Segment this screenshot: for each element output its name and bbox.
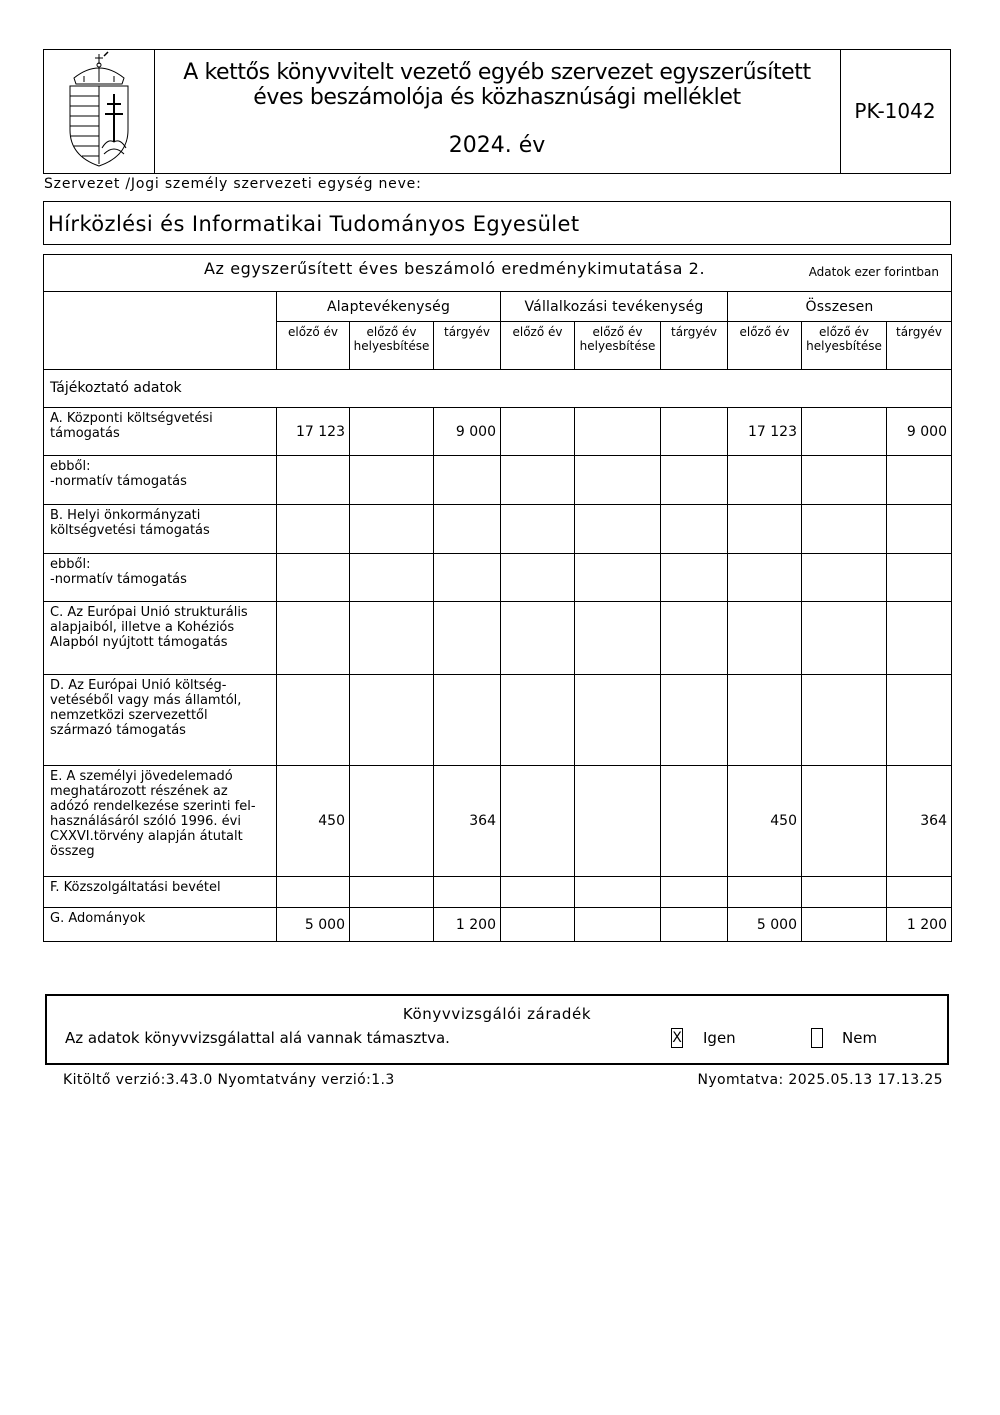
unit-note: Adatok ezer forintban (808, 265, 939, 279)
table-row (44, 602, 952, 675)
value-cell: 9 000 (887, 408, 952, 456)
value-cell (501, 877, 575, 908)
value-cell (728, 675, 802, 766)
coat-of-arms-icon (44, 50, 154, 173)
value-cell (728, 505, 802, 554)
table-row (44, 408, 952, 456)
value-cell (802, 554, 887, 602)
row-label (44, 456, 277, 505)
table-row (44, 505, 952, 554)
value-cell (575, 602, 661, 675)
value-cell: 364 (434, 766, 501, 877)
value-cell (575, 554, 661, 602)
table-row (44, 675, 952, 766)
value-cell (575, 505, 661, 554)
value-cell (802, 908, 887, 942)
income-statement-table (43, 254, 952, 942)
subheader-correction (575, 322, 661, 370)
value-cell: 9 000 (434, 408, 501, 456)
value-cell (277, 877, 350, 908)
group-header-total: Összesen (728, 292, 952, 322)
value-cell (350, 408, 434, 456)
value-cell (887, 554, 952, 602)
value-cell (434, 505, 501, 554)
value-cell (728, 877, 802, 908)
form-title-block (154, 50, 841, 173)
value-cell (661, 908, 728, 942)
value-cell (575, 766, 661, 877)
subheader-correction-line-2: helyesbítése (579, 339, 656, 353)
row-label (44, 877, 277, 908)
table-row (44, 554, 952, 602)
subheader-correction-line-1: előző év (819, 325, 869, 339)
value-cell (434, 675, 501, 766)
auditor-clause-text: Az adatok könyvvizsgálattal alá vannak támasztva. (65, 1029, 450, 1047)
value-cell (277, 675, 350, 766)
section-header: Tájékoztató adatok (44, 370, 952, 408)
value-cell: 17 123 (277, 408, 350, 456)
value-cell (501, 505, 575, 554)
value-cell (575, 877, 661, 908)
subheader-correction (802, 322, 887, 370)
value-cell (350, 766, 434, 877)
row-label (44, 408, 277, 456)
row-label-line: vetéséből vagy más államtól, (50, 693, 242, 708)
value-cell (277, 554, 350, 602)
subheader-previous-year: előző év (501, 322, 575, 370)
value-cell (350, 554, 434, 602)
value-cell (501, 908, 575, 942)
value-cell: 5 000 (728, 908, 802, 942)
row-label (44, 908, 277, 942)
value-cell (802, 675, 887, 766)
row-label-line: C. Az Európai Unió strukturális (50, 605, 248, 620)
value-cell: 1 200 (434, 908, 501, 942)
value-cell: 1 200 (887, 908, 952, 942)
value-cell (575, 908, 661, 942)
value-cell (887, 877, 952, 908)
value-cell: 5 000 (277, 908, 350, 942)
value-cell (350, 456, 434, 505)
print-timestamp: Nyomtatva: 2025.05.13 17.13.25 (697, 1072, 943, 1088)
value-cell (350, 877, 434, 908)
table-row (44, 766, 952, 877)
value-cell (434, 602, 501, 675)
row-label-line: meghatározott részének az (50, 784, 228, 799)
row-label-line: nemzetközi szervezettől (50, 708, 208, 723)
org-name-field: Hírközlési és Informatikai Tudományos Egyesület (43, 201, 951, 245)
row-label (44, 766, 277, 877)
yes-label: Igen (703, 1029, 736, 1047)
auditor-clause-box (45, 994, 949, 1065)
value-cell (661, 456, 728, 505)
subheader-correction-line-1: előző év (592, 325, 643, 339)
value-cell (434, 554, 501, 602)
table-row (44, 908, 952, 942)
filler-version: Kitöltő verzió:3.43.0 Nyomtatvány verzió:1.3 (63, 1072, 395, 1088)
value-cell (350, 505, 434, 554)
row-label-line: D. Az Európai Unió költség- (50, 678, 227, 693)
form-year: 2024. év (448, 133, 546, 158)
row-label-line: ebből: (50, 557, 91, 572)
no-checkbox[interactable] (811, 1028, 823, 1048)
value-cell: 450 (728, 766, 802, 877)
value-cell (575, 456, 661, 505)
row-label-line: E. A személyi jövedelemadó (50, 769, 233, 784)
subheader-current-year: tárgyév (887, 322, 952, 370)
row-label-line: ebből: (50, 459, 91, 474)
row-label-line: A. Központi költségvetési (50, 411, 213, 426)
row-label-line: támogatás (50, 426, 120, 441)
row-label-line: F. Közszolgáltatási bevétel (50, 880, 221, 895)
value-cell (575, 675, 661, 766)
value-cell (501, 675, 575, 766)
table-row (44, 877, 952, 908)
form-header (43, 49, 951, 174)
subheader-current-year: tárgyév (661, 322, 728, 370)
value-cell (661, 505, 728, 554)
value-cell (661, 877, 728, 908)
value-cell (277, 505, 350, 554)
row-label (44, 602, 277, 675)
yes-checkbox[interactable]: X (672, 1030, 682, 1046)
subheader-current-year: tárgyév (434, 322, 501, 370)
value-cell (802, 602, 887, 675)
row-label-line: B. Helyi önkormányzati (50, 508, 201, 523)
value-cell (350, 602, 434, 675)
value-cell (277, 602, 350, 675)
value-cell (661, 675, 728, 766)
row-label-line: -normatív támogatás (50, 474, 187, 489)
value-cell (501, 456, 575, 505)
row-label-line: összeg (50, 844, 95, 859)
form-code: PK-1042 (854, 99, 936, 123)
row-label (44, 675, 277, 766)
value-cell (887, 675, 952, 766)
table-title: Az egyszerűsített éves beszámoló eredménykimutatása 2. (204, 259, 706, 278)
row-label-line: -normatív támogatás (50, 572, 187, 587)
row-label-line: költségvetési támogatás (50, 523, 210, 538)
row-label-line: Alapból nyújtott támogatás (50, 635, 228, 650)
value-cell (728, 602, 802, 675)
subheader-correction-line-1: előző év (366, 325, 417, 339)
value-cell (728, 554, 802, 602)
table-row (44, 456, 952, 505)
row-label-line: használásáról szóló 1996. évi (50, 814, 241, 829)
value-cell (350, 675, 434, 766)
value-cell (501, 554, 575, 602)
row-label (44, 554, 277, 602)
coat-of-arms-logo (44, 50, 155, 173)
value-cell (661, 408, 728, 456)
value-cell (661, 602, 728, 675)
subheader-correction-line-2: helyesbítése (806, 339, 882, 353)
row-label-line: származó támogatás (50, 723, 186, 738)
value-cell (802, 408, 887, 456)
value-cell (802, 456, 887, 505)
value-cell (802, 505, 887, 554)
value-cell (887, 456, 952, 505)
value-cell (434, 877, 501, 908)
row-label (44, 505, 277, 554)
subheader-previous-year: előző év (277, 322, 350, 370)
value-cell (501, 408, 575, 456)
value-cell (661, 766, 728, 877)
row-label-line: G. Adományok (50, 911, 146, 926)
subheader-correction (350, 322, 434, 370)
value-cell (661, 554, 728, 602)
value-cell (350, 908, 434, 942)
value-cell (802, 877, 887, 908)
value-cell (728, 456, 802, 505)
value-cell (434, 456, 501, 505)
value-cell: 364 (887, 766, 952, 877)
value-cell (887, 505, 952, 554)
value-cell (887, 602, 952, 675)
org-name-label: Szervezet /Jogi személy szervezeti egység neve: (44, 176, 422, 192)
row-label-line: alapjaiból, illetve a Kohéziós (50, 620, 235, 635)
value-cell: 17 123 (728, 408, 802, 456)
subheader-correction-line-2: helyesbítése (353, 339, 430, 353)
subheader-previous-year: előző év (728, 322, 802, 370)
row-label-line: adózó rendelkezése szerinti fel- (50, 799, 256, 814)
value-cell (575, 408, 661, 456)
value-cell (802, 766, 887, 877)
form-title-line-1: A kettős könyvvitelt vezető egyéb szervezet egyszerűsített (183, 60, 811, 85)
group-header-business: Vállalkozási tevékenység (501, 292, 728, 322)
no-label: Nem (842, 1029, 878, 1047)
auditor-clause-title: Könyvvizsgálói záradék (402, 1005, 592, 1023)
value-cell (277, 456, 350, 505)
value-cell: 450 (277, 766, 350, 877)
form-title-line-2: éves beszámolója és közhasznúsági melléklet (253, 85, 741, 110)
header-blank-cell (44, 292, 277, 370)
value-cell (501, 766, 575, 877)
table-title-cell (44, 255, 952, 292)
value-cell (501, 602, 575, 675)
row-label-line: CXXVI.törvény alapján átutalt (50, 829, 243, 844)
group-header-basic: Alaptevékenység (277, 292, 501, 322)
